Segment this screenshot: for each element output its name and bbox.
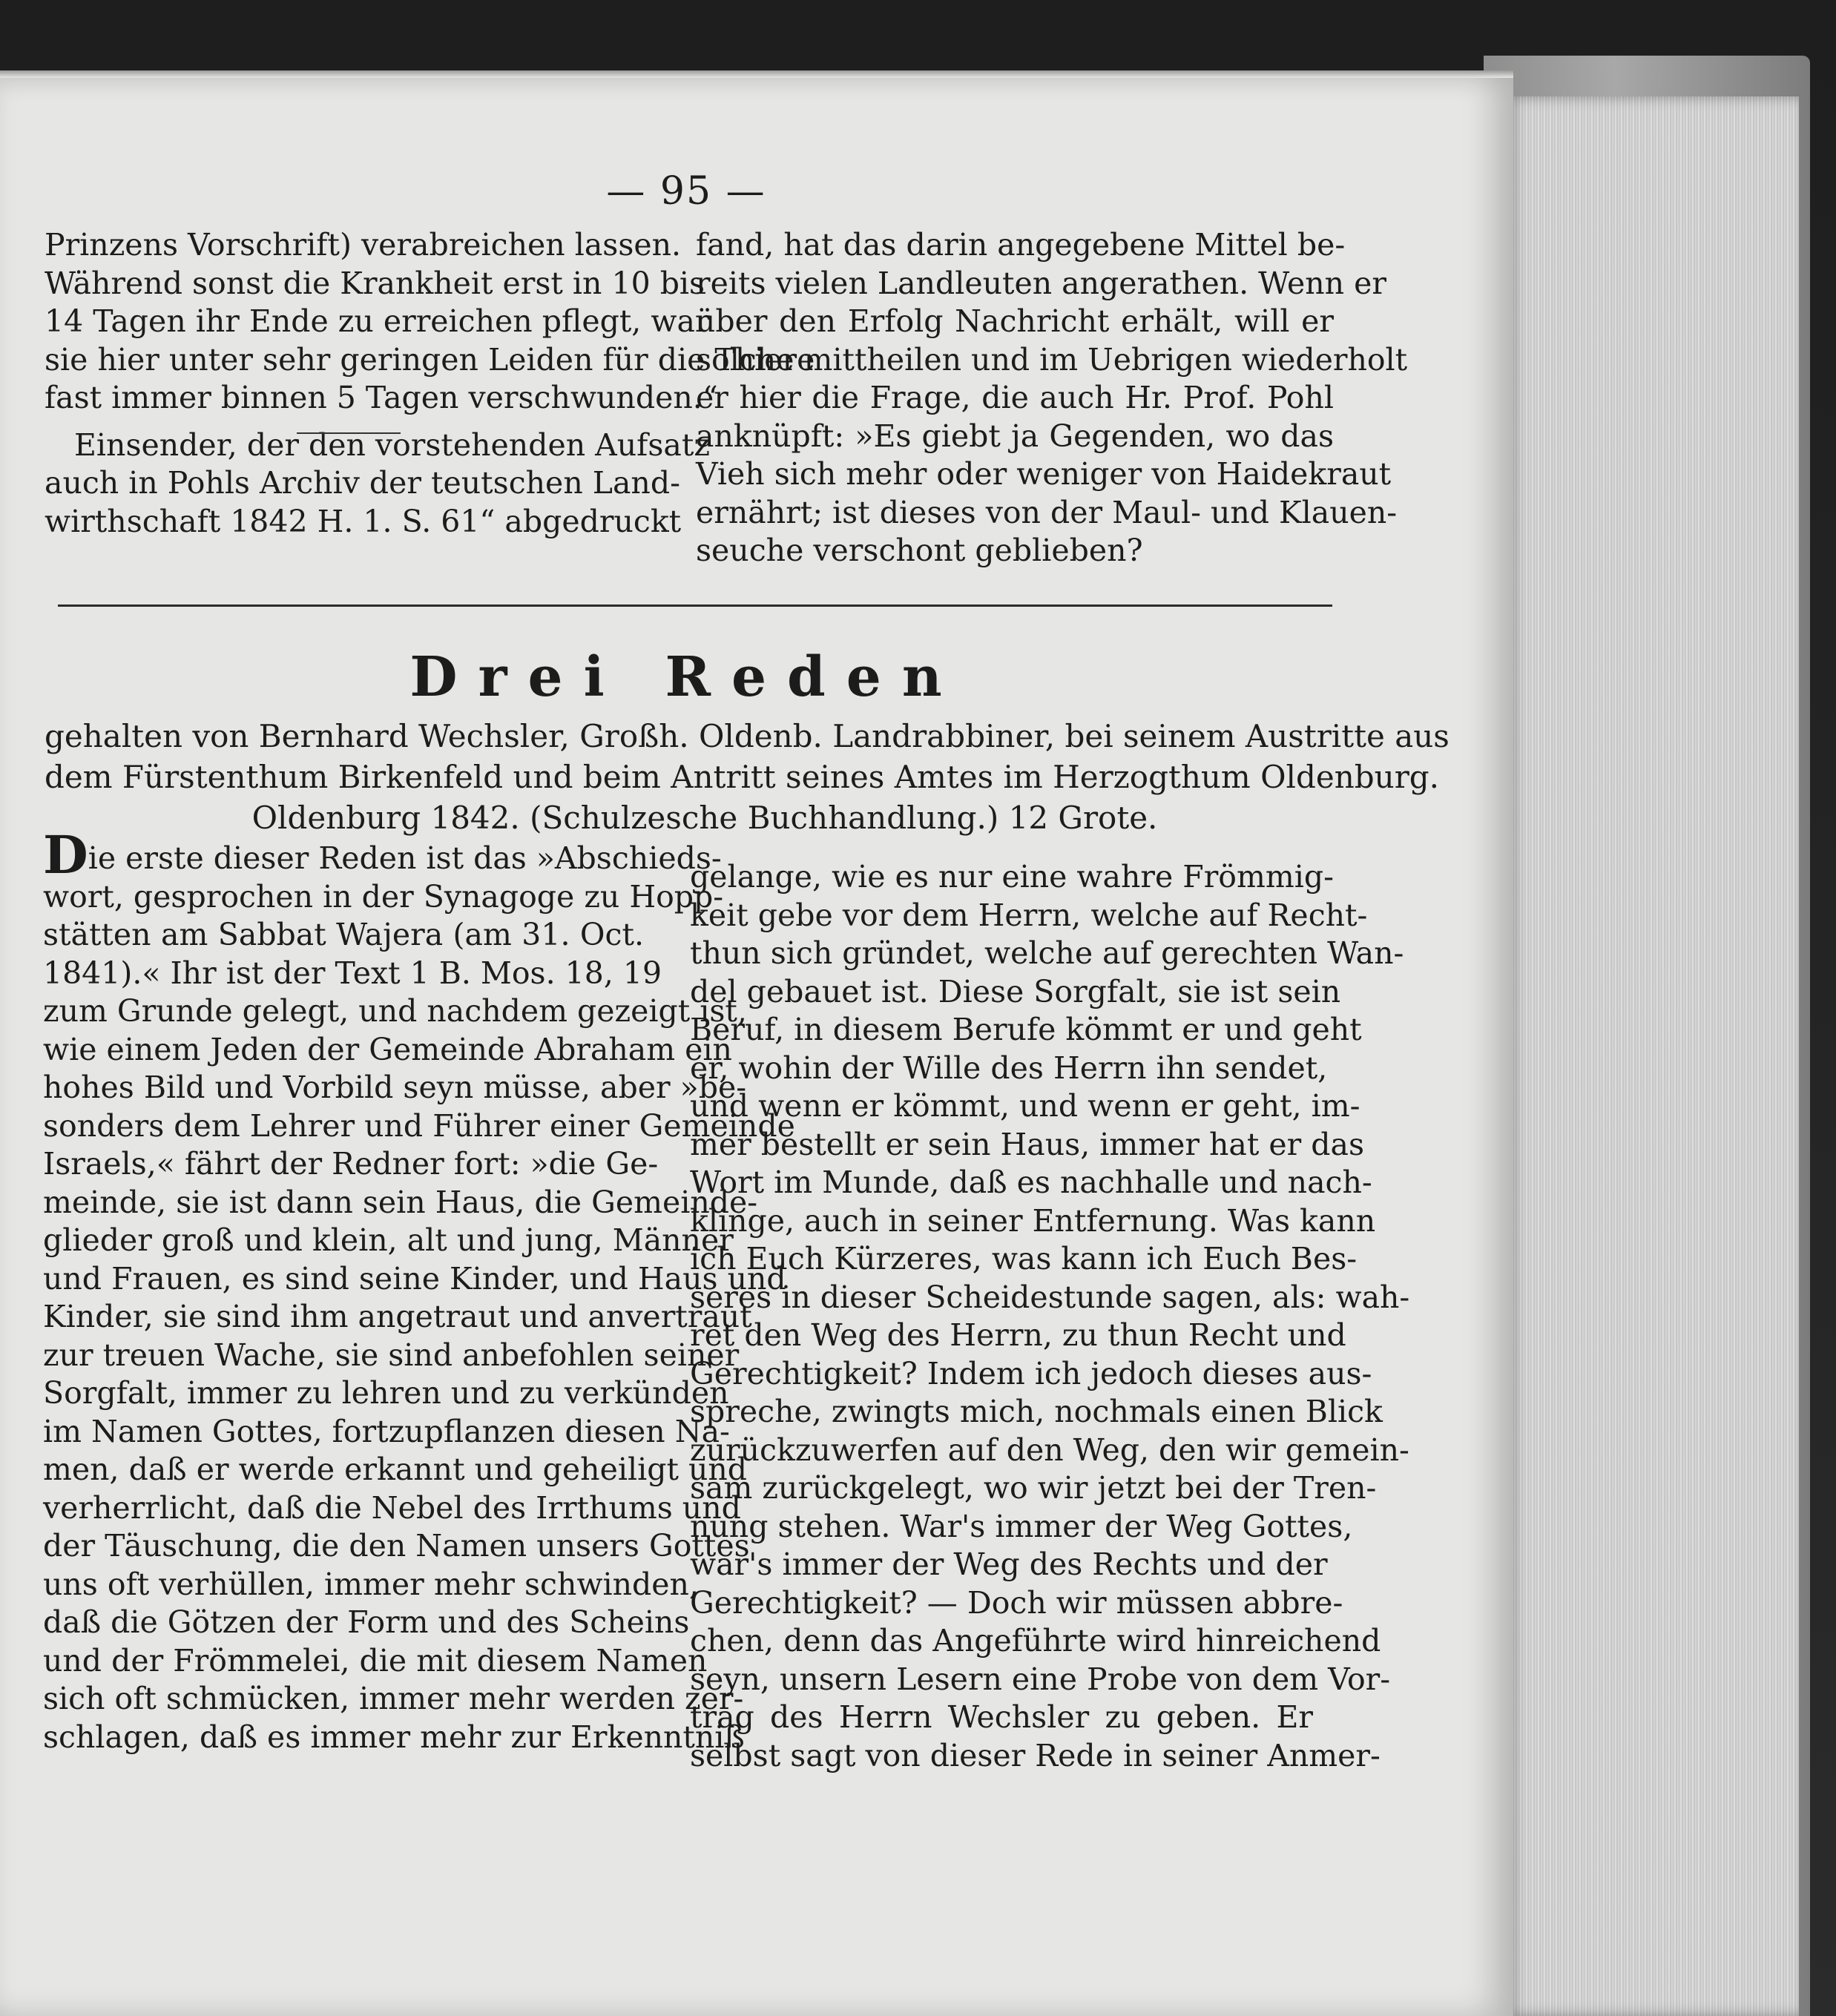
text-line: schlagen, daß es immer mehr zur Erkenntniß bbox=[43, 1719, 745, 1755]
page-fore-edge bbox=[1506, 96, 1799, 2016]
text-line: Vieh sich mehr oder weniger von Haidekraut bbox=[696, 456, 1392, 492]
text-line: über den Erfolg Nachricht erhält, will er bbox=[696, 303, 1334, 339]
text-line: Kinder, sie sind ihm angetraut und anvertraut bbox=[43, 1299, 752, 1334]
text-line: ernährt; ist dieses von der Maul- und Klauen- bbox=[696, 494, 1398, 530]
section-title: Drei Reden bbox=[409, 645, 963, 709]
text-line: selbst sagt von dieser Rede in seiner Anmer- bbox=[690, 1737, 1381, 1773]
text-line: Gerechtigkeit? Indem ich jedoch dieses aus- bbox=[690, 1355, 1372, 1391]
page-number: — 95 — bbox=[606, 169, 766, 214]
text-line: del gebauet ist. Diese Sorgfalt, sie ist sein bbox=[690, 973, 1341, 1009]
section-subtitle bbox=[45, 716, 1450, 838]
text-line: mer bestellt er sein Haus, immer hat er das bbox=[690, 1126, 1365, 1162]
text-line: seyn, unsern Lesern eine Probe von dem Vor- bbox=[690, 1661, 1391, 1697]
text-line: nung stehen. War's immer der Weg Gottes, bbox=[690, 1508, 1353, 1544]
text-line: Prinzens Vorschrift) verabreichen lassen. bbox=[45, 227, 682, 263]
text-line: er hier die Frage, die auch Hr. Prof. Pohl bbox=[696, 380, 1334, 415]
text-line: fand, hat das darin angegebene Mittel be- bbox=[696, 227, 1346, 263]
text-line: seuche verschont geblieben? bbox=[696, 533, 1143, 568]
main-right-column bbox=[690, 858, 1410, 1775]
text-line: wie einem Jeden der Gemeinde Abraham ein bbox=[43, 1031, 732, 1067]
text-line: er, wohin der Wille des Herrn ihn sendet, bbox=[690, 1050, 1328, 1086]
text-line: men, daß er werde erkannt und geheiligt und bbox=[43, 1452, 748, 1487]
text-line: der Täuschung, die den Namen unsers Gottes bbox=[43, 1528, 750, 1564]
text-line: 1841).« Ihr ist der Text 1 B. Mos. 18, 19 bbox=[43, 955, 662, 991]
text-line: spreche, zwingts mich, nochmals einen Blick bbox=[690, 1394, 1383, 1429]
text-line: wirthschaft 1842 H. 1. S. 61“ abgedruckt bbox=[45, 503, 682, 539]
page-top-edge bbox=[0, 70, 1513, 78]
text-line: Gerechtigkeit? — Doch wir müssen abbre- bbox=[690, 1584, 1343, 1621]
footnote-divider bbox=[297, 432, 401, 434]
text-line: thun sich gründet, welche auf gerechten Wan- bbox=[690, 935, 1404, 971]
text-line: Sorgfalt, immer zu lehren und zu verkünden bbox=[43, 1375, 729, 1411]
text-line: chen, denn das Angeführte wird hinreichend bbox=[690, 1623, 1381, 1658]
text-line: solche mittheilen und im Uebrigen wiederholt bbox=[696, 341, 1408, 378]
text-line: sich oft schmücken, immer mehr werden zer- bbox=[43, 1681, 744, 1716]
subtitle-line: Oldenburg 1842. (Schulzesche Buchhandlung.) 12 Grote. bbox=[251, 800, 1158, 836]
text-line: Beruf, in diesem Berufe kömmt er und geht bbox=[690, 1012, 1362, 1047]
section-divider bbox=[58, 605, 1332, 607]
text-line: hohes Bild und Vorbild seyn müsse, aber »be- bbox=[43, 1070, 747, 1105]
text-line: anknüpft: »Es giebt ja Gegenden, wo das bbox=[696, 418, 1334, 454]
drop-cap: D bbox=[43, 824, 88, 886]
text-line: stätten am Sabbat Wajera (am 31. Oct. bbox=[43, 917, 644, 952]
text-line: keit gebe vor dem Herrn, welche auf Recht- bbox=[690, 897, 1368, 933]
top-left-column bbox=[45, 226, 815, 541]
text-line: gelange, wie es nur eine wahre Frömmig- bbox=[690, 859, 1334, 895]
text-line: reits vielen Landleuten angerathen. Wenn er bbox=[696, 265, 1386, 301]
text-line: war's immer der Weg des Rechts und der bbox=[690, 1546, 1328, 1582]
text-line: sam zurückgelegt, wo wir jetzt bei der Tren- bbox=[690, 1470, 1377, 1506]
text-line: seres in dieser Scheidestunde sagen, als: wah- bbox=[690, 1279, 1410, 1315]
text-line: und Frauen, es sind seine Kinder, und Haus und bbox=[43, 1260, 786, 1297]
text-line: ret den Weg des Herrn, zu thun Recht und bbox=[690, 1317, 1346, 1353]
text-line: zurückzuwerfen auf den Weg, den wir gemein- bbox=[690, 1432, 1409, 1468]
text-line: Während sonst die Krankheit erst in 10 bis bbox=[45, 265, 705, 301]
text-line: sonders dem Lehrer und Führer einer Gemeinde bbox=[43, 1107, 795, 1144]
text-line: Wort im Munde, daß es nachhalle und nach- bbox=[690, 1165, 1372, 1200]
text-line: meinde, sie ist dann sein Haus, die Gemeinde- bbox=[43, 1184, 758, 1220]
text-line: zur treuen Wache, sie sind anbefohlen seiner bbox=[43, 1337, 740, 1373]
text-line: im Namen Gottes, fortzupflanzen diesen Na- bbox=[43, 1413, 730, 1449]
text-line: klinge, auch in seiner Entfernung. Was kann bbox=[690, 1202, 1376, 1239]
spacer bbox=[45, 418, 664, 426]
subtitle-line: dem Fürstenthum Birkenfeld und beim Antritt seines Amtes im Herzogthum Oldenburg. bbox=[45, 759, 1440, 795]
text-line: verherrlicht, daß die Nebel des Irrthums und bbox=[43, 1489, 741, 1526]
text-line: ich Euch Kürzeres, was kann ich Euch Bes- bbox=[690, 1241, 1358, 1277]
text-line: und der Frömmelei, die mit diesem Namen bbox=[43, 1642, 708, 1679]
text-line: ie erste dieser Reden ist das »Abschieds- bbox=[88, 840, 722, 876]
text-line: Israels,« fährt der Redner fort: »die Ge- bbox=[43, 1146, 659, 1182]
text-line: glieder groß und klein, alt und jung, Männer bbox=[43, 1222, 734, 1258]
text-line: sie hier unter sehr geringen Leiden für die Thiere bbox=[45, 341, 815, 378]
text-line: fast immer binnen 5 Tagen verschwunden.“ bbox=[45, 380, 718, 415]
text-line: Einsender, der den vorstehenden Aufsatz bbox=[74, 426, 710, 463]
text-line: und wenn er kömmt, und wenn er geht, im- bbox=[690, 1088, 1360, 1124]
top-right-column bbox=[696, 226, 1408, 570]
text-line: 14 Tagen ihr Ende zu erreichen pflegt, war bbox=[45, 303, 710, 339]
text-line: uns oft verhüllen, immer mehr schwinden, bbox=[43, 1566, 699, 1602]
text-line: auch in Pohls Archiv der teutschen Land- bbox=[45, 465, 680, 501]
text-line: zum Grunde gelegt, und nachdem gezeigt ist, bbox=[43, 993, 747, 1029]
text-line: daß die Götzen der Form und des Scheins bbox=[43, 1604, 690, 1640]
text-line-with-drop-cap bbox=[43, 824, 722, 886]
text-line: trag des Herrn Wechsler zu geben. Er bbox=[690, 1699, 1313, 1735]
main-left-column bbox=[43, 824, 795, 1756]
text-line: wort, gesprochen in der Synagoge zu Hopp- bbox=[43, 878, 724, 915]
subtitle-line: gehalten von Bernhard Wechsler, Großh. Oldenb. Landrabbiner, bei seinem Austritte aus bbox=[45, 718, 1450, 754]
